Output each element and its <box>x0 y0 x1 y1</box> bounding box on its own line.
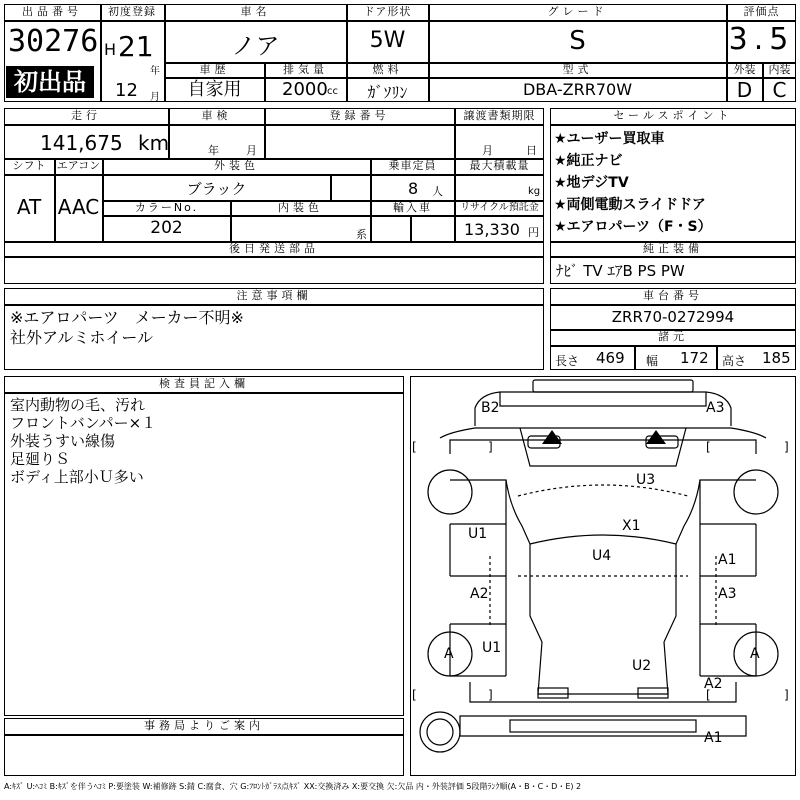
damage-mark: A <box>750 646 760 662</box>
inspection-year-unit: 年 <box>208 144 219 157</box>
first-listing-badge: 初出品 <box>6 66 94 98</box>
inspector-label: 検査員記入欄 <box>159 377 249 390</box>
fuel: ｶﾞｿﾘﾝ <box>367 83 408 102</box>
car-outline-diagram <box>410 376 796 776</box>
damage-mark: A1 <box>718 552 737 568</box>
marker-icon <box>646 430 666 444</box>
lot-number: 30276 <box>8 24 99 59</box>
reg-no-label: 登録番号 <box>329 109 390 122</box>
shift: AT <box>16 195 42 219</box>
marker-icon <box>542 430 562 444</box>
damage-mark: B2 <box>481 400 500 416</box>
dimensions-label: 諸元 <box>658 330 688 343</box>
ext-rating: D <box>736 78 753 102</box>
bracket-mark: ] <box>784 440 789 454</box>
color-no-label: カラーNo. <box>134 201 199 214</box>
chassis-label: 車台番号 <box>643 289 703 302</box>
inspector-line-1: 室内動物の毛、汚れ <box>10 396 146 414</box>
recycle-label: リサイクル預託金 <box>460 202 539 213</box>
int-label: 内装 <box>768 63 791 76</box>
car-name: ノア <box>231 32 280 60</box>
transfer-month-unit: 月 <box>482 144 493 157</box>
grade-label: グレード <box>547 5 608 18</box>
damage-mark: A3 <box>706 400 725 416</box>
fuel-label: 燃料 <box>372 63 403 76</box>
model-code: DBA-ZRR70W <box>522 80 633 99</box>
bracket-mark: ] <box>488 688 493 702</box>
displacement-unit: cc <box>327 86 338 97</box>
equipment: ﾅﾋﾞ TV ｴｱB PS PW <box>556 262 685 280</box>
damage-mark: U2 <box>632 658 652 674</box>
car-name-label: 車名 <box>240 5 271 18</box>
recycle-fee: 13,330 <box>464 220 520 239</box>
month-unit: 月 <box>150 92 160 103</box>
first-reg-label: 初度登録 <box>108 5 156 18</box>
bracket-mark: ] <box>488 440 493 454</box>
sales-point-3: ★地デジTV <box>554 175 629 191</box>
score: 3.5 <box>728 22 795 57</box>
bracket-mark: [ <box>412 688 417 702</box>
interior-unit: 系 <box>356 228 367 241</box>
equipment-label: 純正装備 <box>643 242 703 255</box>
displacement: 2000 <box>282 79 328 100</box>
damage-mark: U4 <box>592 548 612 564</box>
load-unit: kg <box>528 186 541 197</box>
office-label: 事務局よりご案内 <box>144 719 264 732</box>
history-label: 車歴 <box>199 63 230 76</box>
capacity-unit: 人 <box>432 185 443 198</box>
capacity-label: 乗車定員 <box>388 159 437 172</box>
exterior-color-label: 外装色 <box>214 159 259 172</box>
mileage-label: 走行 <box>71 109 101 122</box>
sales-point-4: ★両側電動スライドドア <box>554 197 706 213</box>
damage-mark: A2 <box>470 586 489 602</box>
inspection-month-unit: 月 <box>246 144 257 157</box>
int-rating: C <box>772 78 787 102</box>
capacity: 8 <box>408 179 419 198</box>
sales-points-label: セールスポイント <box>613 109 733 122</box>
notes-label: 注意事項欄 <box>236 289 312 302</box>
reg-month: 12 <box>115 80 138 101</box>
width-label: 幅 <box>646 354 659 368</box>
displacement-label: 排気量 <box>283 63 328 76</box>
later-parts-label: 後日発送部品 <box>229 242 319 255</box>
model-label: 型式 <box>562 63 593 76</box>
import-label: 輸入車 <box>393 201 432 214</box>
damage-mark: A <box>444 646 454 662</box>
sales-point-1: ★ユーザー買取車 <box>554 131 665 147</box>
bracket-mark: [ <box>706 688 711 702</box>
transfer-label: 譲渡書類期限 <box>463 109 536 122</box>
interior-color-label: 内装色 <box>278 201 323 214</box>
mileage: 141,675 <box>40 131 123 155</box>
lot-no-label: 出品番号 <box>22 5 82 18</box>
width: 172 <box>680 349 709 367</box>
damage-mark: X1 <box>622 518 641 534</box>
damage-mark: A1 <box>704 730 723 746</box>
ext-label: 外装 <box>733 63 756 76</box>
score-label: 評価点 <box>743 5 780 18</box>
length-label: 長さ <box>555 354 580 368</box>
ac: AAC <box>57 195 100 219</box>
length: 469 <box>596 349 625 367</box>
bracket-mark: [ <box>412 440 417 454</box>
ac-label: エアコン <box>56 159 101 172</box>
door-label: ドア形状 <box>363 5 412 18</box>
shift-label: シフト <box>12 159 46 172</box>
era: H <box>104 40 117 59</box>
inspector-line-2: フロントバンパー×１ <box>10 414 157 432</box>
height-label: 高さ <box>722 354 747 368</box>
bracket-mark: ] <box>784 688 789 702</box>
bracket-mark: [ <box>706 440 711 454</box>
inspector-line-3: 外装うすい線傷 <box>10 432 116 450</box>
grade: S <box>569 26 586 56</box>
door-type: 5W <box>369 28 406 53</box>
exterior-color: ブラック <box>186 180 247 198</box>
transfer-day-unit: 日 <box>526 144 537 157</box>
reg-year: 21 <box>118 30 154 63</box>
recycle-unit: 円 <box>528 226 539 239</box>
height: 185 <box>762 349 791 367</box>
history: 自家用 <box>187 79 242 100</box>
inspector-line-4: 足廻りＳ <box>10 450 71 468</box>
inspection-label: 車検 <box>201 109 232 122</box>
inspector-line-5: ボディ上部小Ｕ多い <box>10 468 144 486</box>
damage-mark: U3 <box>636 472 656 488</box>
color-no: 202 <box>150 218 183 238</box>
damage-mark: A3 <box>718 586 737 602</box>
damage-mark: U1 <box>482 640 502 656</box>
damage-mark: A2 <box>704 676 723 692</box>
sales-point-5: ★エアロパーツ（F・S） <box>554 219 712 235</box>
sales-point-2: ★純正ナビ <box>554 153 623 169</box>
mileage-unit: km <box>138 131 170 155</box>
note-line-2: 社外アルミホイール <box>10 328 154 347</box>
note-line-1: ※エアロパーツ メーカー不明※ <box>10 308 244 327</box>
damage-mark: U1 <box>468 526 488 542</box>
year-unit: 年 <box>150 66 160 77</box>
legend: A:ｷｽﾞ U:ﾍｺﾐ B:ｷｽﾞを伴うﾍｺﾐ P:要塗装 W:補修跡 S:錆 C:腐食、穴 G:ﾌﾛﾝﾄｶﾞﾗｽ点ｷｽﾞ XX:交換済み X:要交換 欠:欠品 内・外装評価 5段階ﾗﾝｸ順(A・B・C・D・E) 2 <box>4 782 582 791</box>
chassis-number: ZRR70-0272994 <box>611 308 735 326</box>
load-label: 最大積載量 <box>469 159 530 172</box>
